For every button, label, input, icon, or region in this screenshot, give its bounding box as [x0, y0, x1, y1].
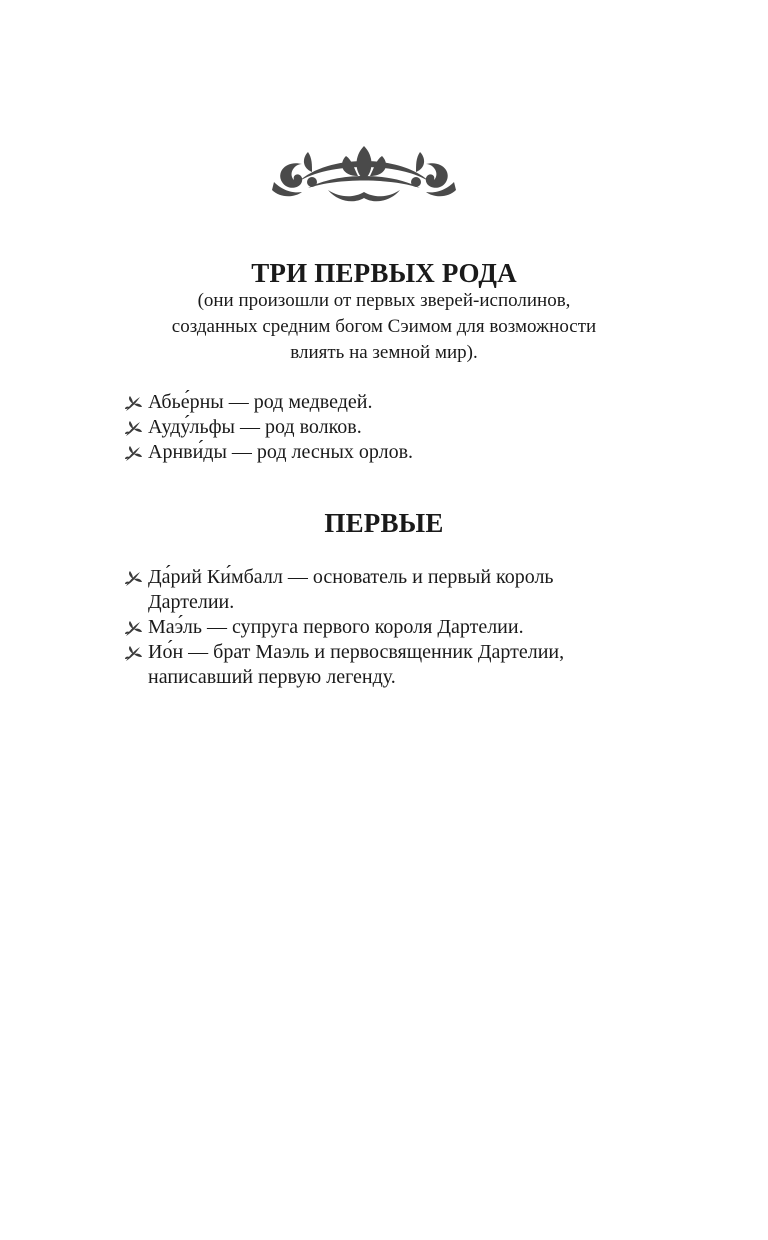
section-subtitle [0, 288, 768, 366]
first-people-list [124, 565, 684, 690]
item-text: Да́рий Ки́мбалл — основатель и первый король [148, 566, 554, 588]
item-text: Маэ́ль — супруга первого короля Дартелии. [148, 616, 524, 638]
list-item [124, 415, 684, 440]
leaf-bullet-icon [124, 445, 143, 462]
item-text: Абье́рны — род медведей. [148, 391, 373, 413]
clans-list [124, 390, 684, 465]
item-text: Арнви́ды — род лесных орлов. [148, 441, 414, 463]
floral-ornament-icon [268, 142, 460, 210]
leaf-bullet-icon [124, 570, 143, 587]
list-item [124, 615, 684, 640]
section-title-three-clans: ТРИ ПЕРВЫХ РОДА [251, 258, 517, 288]
section-title-first: ПЕРВЫЕ [324, 508, 444, 538]
leaf-bullet-icon [124, 645, 143, 662]
subtitle-line: созданных средним богом Сэимом для возможности [171, 316, 597, 337]
subtitle-line: влиять на земной мир). [290, 342, 478, 363]
item-text: Ио́н — брат Маэль и первосвященник Дартелии, [148, 641, 565, 663]
item-text-continued: написавший первую легенду. [148, 666, 396, 688]
leaf-bullet-icon [124, 420, 143, 437]
list-item [124, 640, 684, 690]
list-item [124, 565, 684, 615]
leaf-bullet-icon [124, 620, 143, 637]
subtitle-line: (они произошли от первых зверей-исполинов, [197, 290, 571, 311]
list-item [124, 440, 684, 465]
leaf-bullet-icon [124, 395, 143, 412]
list-item [124, 390, 684, 415]
item-text: Ауду́льфы — род волков. [148, 416, 362, 438]
item-text-continued: Дартелии. [148, 591, 235, 613]
